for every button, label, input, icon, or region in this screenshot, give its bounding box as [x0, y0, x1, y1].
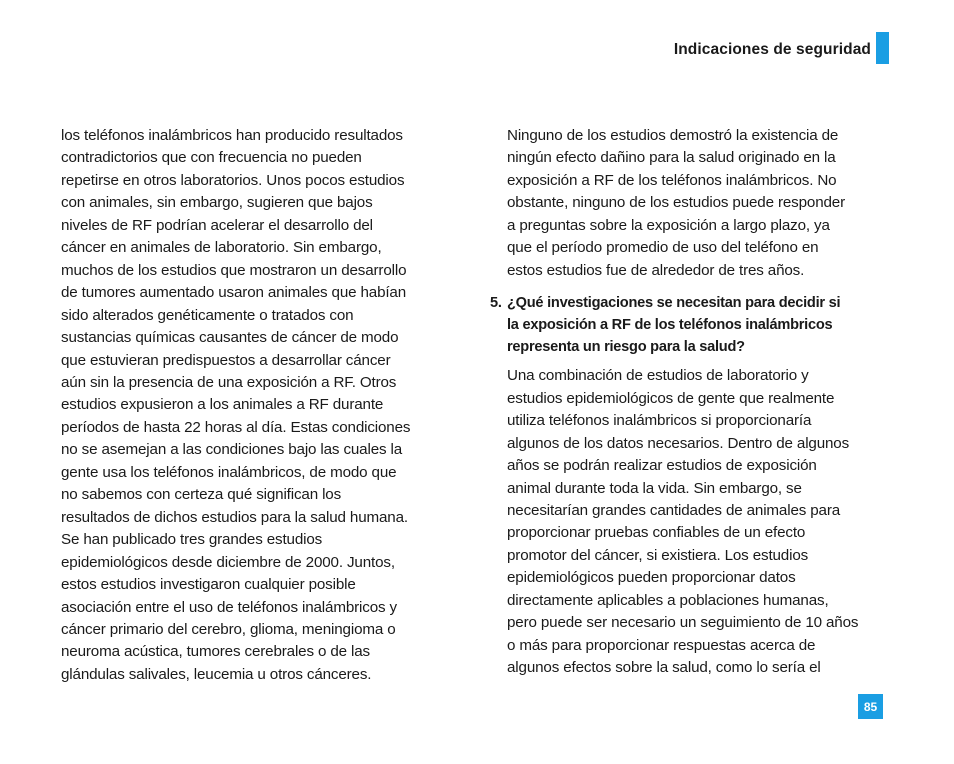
text-line: los teléfonos inalámbricos han producido resultados — [61, 127, 403, 144]
text-line: períodos de hasta 22 horas al día. Estas condiciones — [61, 418, 411, 436]
answer-paragraph — [507, 365, 887, 679]
text-line: estos estudios investigaron cualquier posible — [61, 576, 356, 594]
text-line: repetirse en otros laboratorios. Unos pocos estudios — [61, 171, 405, 189]
text-line: con animales, sin embargo, sugieren que bajos — [61, 194, 373, 212]
right-column — [490, 125, 887, 680]
text-line: obstante, ninguno de los estudios puede responder — [507, 194, 846, 212]
intro-paragraph — [507, 125, 887, 282]
text-line: algunos efectos sobre la salud, como lo sería el — [507, 659, 821, 677]
text-line: de tumores aumentado usaron animales que habían — [61, 284, 407, 302]
text-line: aún sin la presencia de una exposición a RF. Otros — [61, 373, 397, 391]
page-number: 85 — [858, 694, 883, 719]
page-header-title: Indicaciones de seguridad — [673, 41, 871, 58]
text-line: animal durante toda la vida. Sin embargo, se — [507, 479, 802, 497]
text-line: sido alterados genéticamente o tratados con — [61, 306, 354, 324]
text-line: cáncer primario del cerebro, glioma, meningioma o — [61, 620, 396, 638]
text-line: epidemiológicos desde diciembre de 2000. Juntos, — [61, 553, 395, 571]
text-line: contradictorios que con frecuencia no pueden — [61, 149, 362, 167]
text-line: necesitarían grandes cantidades de animales para — [507, 502, 841, 519]
left-column — [61, 125, 445, 686]
text-line: algunos de los datos necesarios. Dentro de algunos — [507, 434, 850, 452]
text-line: muchos de los estudios que mostraron un desarrollo — [61, 261, 407, 279]
text-line: resultados de dichos estudios para la salud humana. — [61, 508, 408, 526]
text-line: niveles de RF podrían acelerar el desarrollo del — [61, 216, 373, 234]
text-line: a preguntas sobre la exposición a largo plazo, ya — [507, 216, 830, 234]
text-line: Se han publicado tres grandes estudios — [61, 531, 323, 549]
text-line: que el período promedio de uso del teléfono en — [507, 239, 819, 257]
text-line: utiliza teléfonos inalámbricos si proporcionaría — [507, 412, 812, 430]
question-heading — [490, 293, 887, 358]
text-line: asociación entre el uso de teléfonos inalámbricos y — [61, 598, 397, 616]
text-line: Una combinación de estudios de laboratorio y — [507, 367, 809, 385]
text-line: directamente aplicables a poblaciones humanas, — [507, 591, 829, 609]
text-line: gente usa los teléfonos inalámbricos, de modo que — [61, 463, 397, 481]
text-line: no sabemos con certeza qué significan los — [61, 486, 342, 504]
text-line: pero puede ser necesario un seguimiento de 10 años — [507, 614, 859, 632]
text-line: ningún efecto dañino para la salud originado en la — [507, 149, 836, 167]
text-line: cáncer en animales de laboratorio. Sin embargo, — [61, 239, 382, 257]
text-line: años se podrán realizar estudios de exposición — [507, 457, 817, 475]
text-line: estudios expusieron a los animales a RF durante — [61, 396, 384, 414]
text-line: promotor del cáncer, si existiera. Los estudios — [507, 546, 809, 564]
text-line: Ninguno de los estudios demostró la existencia de — [507, 127, 839, 144]
question-line: ¿Qué investigaciones se necesitan para decidir si — [507, 295, 841, 312]
text-line: epidemiológicos pueden proporcionar datos — [507, 569, 796, 587]
text-line: estos estudios fue de alrededor de tres años. — [507, 261, 805, 279]
text-line: proporcionar pruebas confiables de un efecto — [507, 524, 806, 542]
text-line: exposición a RF de los teléfonos inalámbricos. No — [507, 171, 837, 189]
question-number: 5. — [490, 295, 502, 312]
question-line: representa un riesgo para la salud? — [507, 338, 745, 355]
text-line: neuroma acústica, tumores cerebrales o de las — [61, 643, 370, 661]
text-line: no se asemejan a las condiciones bajo las cuales la — [61, 441, 403, 459]
text-line: glándulas salivales, leucemia u otros cánceres. — [61, 665, 372, 683]
text-line: que estuvieran predispuestos a desarrollar cáncer — [61, 351, 391, 369]
text-line: o más para proporcionar respuestas acerca de — [507, 636, 816, 654]
text-line: estudios epidemiológicos de gente que realmente — [507, 389, 835, 407]
header-accent-tab — [876, 32, 889, 64]
question-line: la exposición a RF de los teléfonos inalámbricos — [507, 316, 833, 333]
text-line: sustancias químicas causantes de cáncer de modo — [61, 329, 399, 347]
